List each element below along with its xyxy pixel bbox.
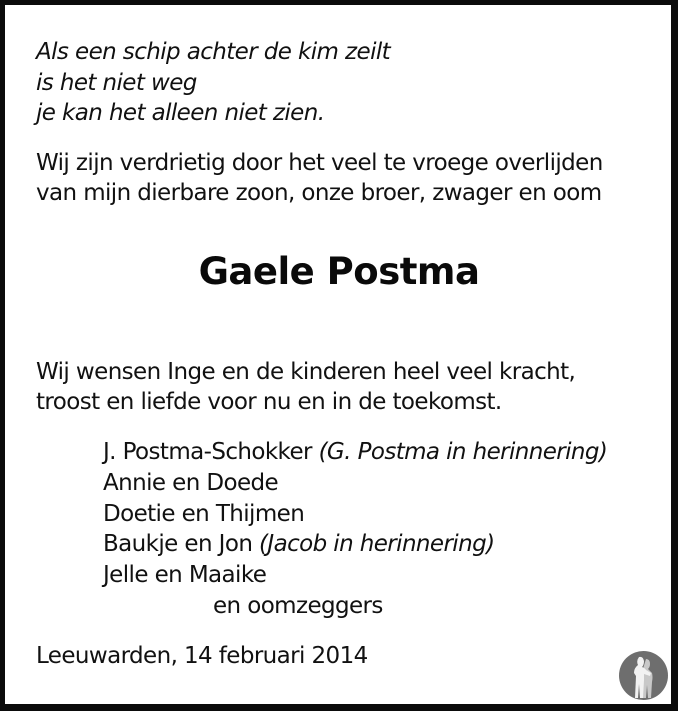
family-list (103, 437, 607, 591)
family-member-note: (Jacob in herinnering) (259, 531, 495, 558)
poem-line: Als een schip achter de kim zeilt (36, 39, 391, 65)
embracing-figures-icon (619, 651, 668, 700)
family-member (103, 437, 607, 468)
wish-line: Wij wensen Inge en de kinderen heel veel kracht, (36, 359, 576, 385)
family-member-name: Jelle en Maaike (103, 562, 267, 589)
intro-text (36, 148, 603, 208)
family-member (103, 499, 607, 530)
wish-line: troost en liefde voor nu en in de toekomst. (36, 389, 502, 415)
family-member-name: J. Postma-Schokker (103, 439, 319, 465)
poem-line: is het niet weg (36, 69, 197, 96)
poem (36, 37, 390, 129)
family-member (103, 468, 607, 499)
deceased-name: Gaele Postma (198, 250, 480, 293)
poem-line: je kan het alleen niet zien. (36, 100, 325, 126)
wish-text (36, 357, 575, 417)
family-member-name: Baukje en Jon (103, 531, 260, 558)
family-member (103, 560, 607, 591)
intro-line: van mijn dierbare zoon, onze broer, zwager en oom (36, 180, 602, 206)
family-member (103, 529, 607, 560)
other-relatives: en oomzeggers (213, 593, 383, 619)
family-member-name: Annie en Doede (103, 469, 279, 496)
family-member-name: Doetie en Thijmen (103, 500, 305, 527)
intro-line: Wij zijn verdrietig door het veel te vroege overlijden (36, 150, 603, 176)
place-date: Leeuwarden, 14 februari 2014 (36, 643, 368, 669)
family-member-note: (G. Postma in herinnering) (318, 439, 608, 465)
